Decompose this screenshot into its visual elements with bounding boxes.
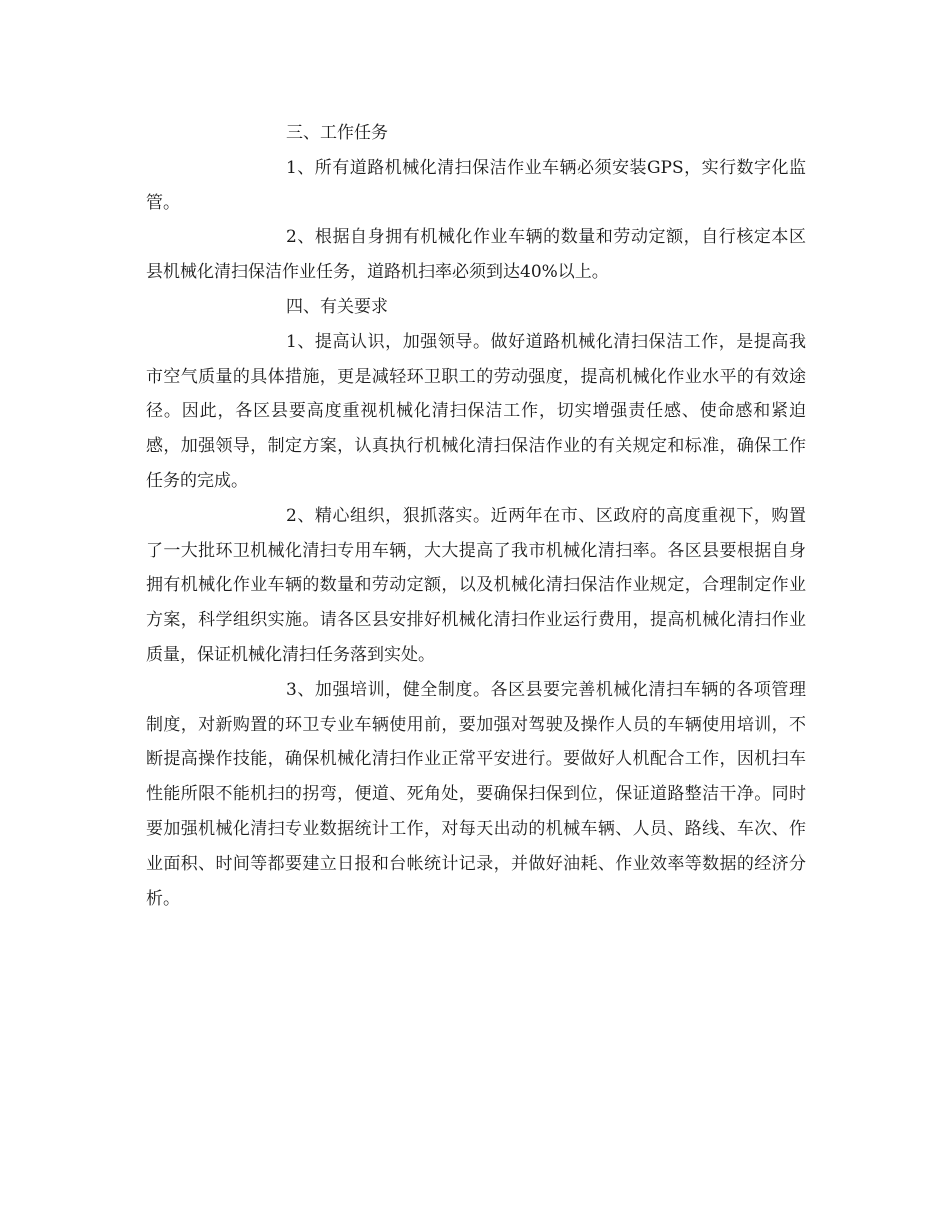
paragraph: 1、提高认识，加强领导。做好道路机械化清扫保洁工作，是提高我市空气质量的具体措施，更是减轻环卫职工的劳动强度，提高机械化作业水平的有效途径。因此，各区县要高度重视机械化清扫保洁工作，切实增强责任感、使命感和紧迫感，加强领导，制定方案，认真执行机械化清扫保洁作业的有关规定和标准，确保工作任务的完成。	[146, 331, 806, 491]
section-work-tasks	[146, 116, 806, 290]
section-heading: 四、有关要求	[286, 296, 388, 317]
paragraph: 2、精心组织，狠抓落实。近两年在市、区政府的高度重视下，购置了一大批环卫机械化清扫专用车辆，大大提高了我市机械化清扫率。各区县要根据自身拥有机械化作业车辆的数量和劳动定额，以及机械化清扫保洁作业规定，合理制定作业方案，科学组织实施。请各区县安排好机械化清扫作业运行费用，提高机械化清扫作业质量，保证机械化清扫任务落到实处。	[146, 505, 806, 665]
section-requirements	[146, 290, 806, 916]
paragraph: 3、加强培训，健全制度。各区县要完善机械化清扫车辆的各项管理制度，对新购置的环卫专业车辆使用前，要加强对驾驶及操作人员的车辆使用培训，不断提高操作技能，确保机械化清扫作业正常平安进行。要做好人机配合工作，因机扫车性能所限不能机扫的拐弯，便道、死角处，要确保扫保到位，保证道路整洁干净。同时要加强机械化清扫专业数据统计工作，对每天出动的机械车辆、人员、路线、车次、作业面积、时间等都要建立日报和台帐统计记录，并做好油耗、作业效率等数据的经济分析。	[146, 679, 806, 909]
paragraph: 1、所有道路机械化清扫保洁作业车辆必须安装GPS，实行数字化监管。	[146, 157, 806, 213]
section-heading: 三、工作任务	[286, 123, 388, 143]
paragraph: 2、根据自身拥有机械化作业车辆的数量和劳动定额，自行核定本区县机械化清扫保洁作业任务，道路机扫率必须到达40%以上。	[146, 227, 806, 283]
document-page	[146, 116, 806, 916]
